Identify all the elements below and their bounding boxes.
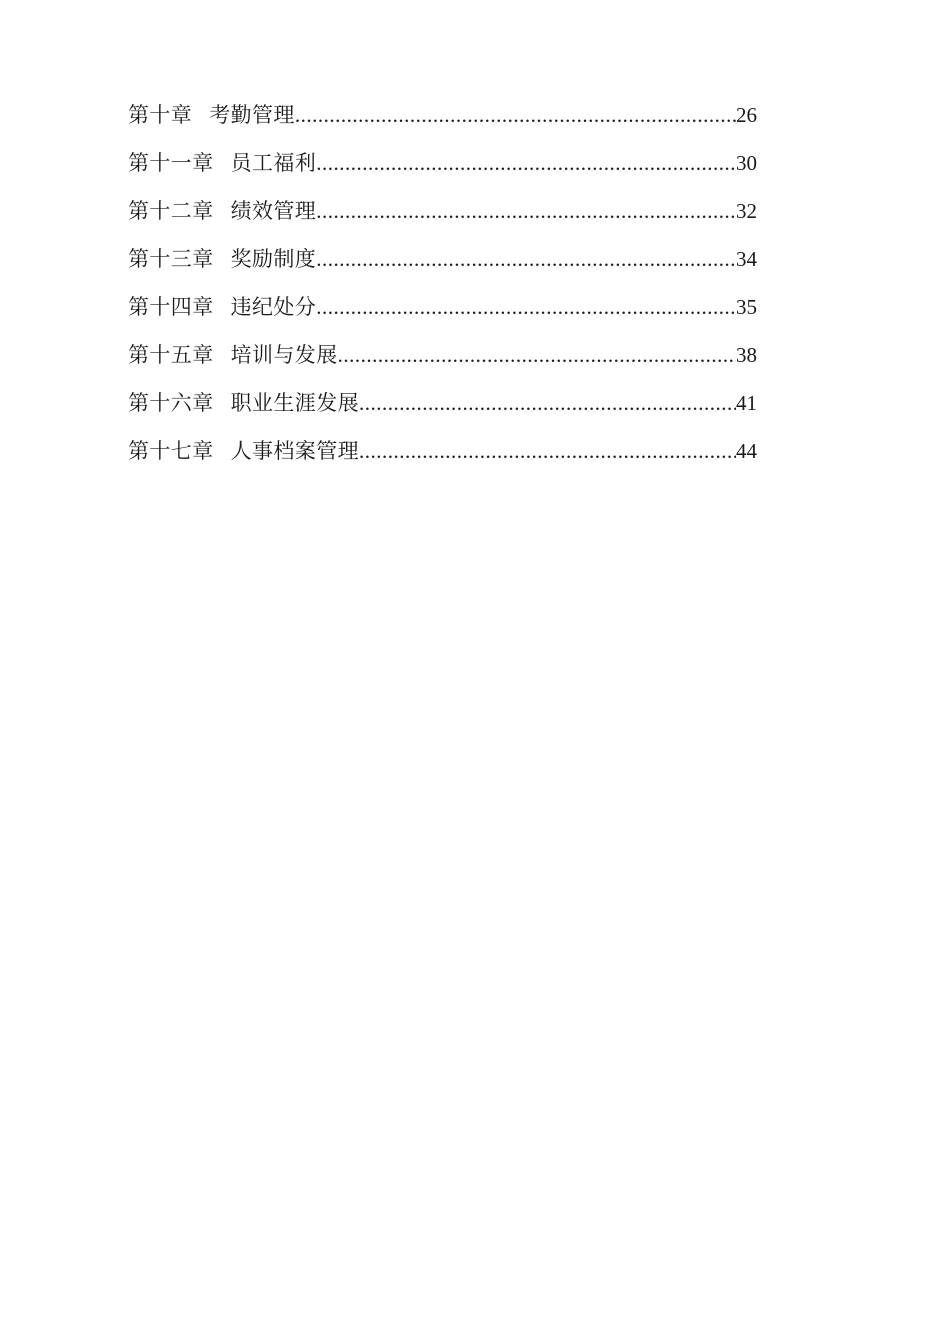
toc-page-number: 32 [736,199,757,223]
toc-entry-title: 职业生涯发展 [230,391,360,415]
toc-dot-leader [316,197,736,225]
toc-page-number: 30 [736,151,757,175]
toc-entry[interactable] [128,245,757,273]
toc-entry[interactable] [128,341,757,369]
toc-dot-leader [316,293,736,321]
toc-entry[interactable] [128,149,757,177]
toc-chapter-label: 第十六章 [128,391,214,415]
toc-entry[interactable] [128,101,757,129]
toc-chapter-label: 第十四章 [128,295,214,319]
toc-chapter-label: 第十章 [128,103,193,127]
table-of-contents [128,101,757,465]
toc-page-number: 44 [736,439,757,463]
toc-entry-title: 员工福利 [230,151,317,175]
toc-entry-title: 考勤管理 [209,103,295,127]
toc-page-number: 26 [736,103,757,127]
toc-chapter-label: 第十七章 [128,439,214,463]
toc-entry-title: 奖励制度 [230,247,317,271]
toc-dot-leader [338,341,736,369]
toc-entry[interactable] [128,437,757,465]
toc-dot-leader [316,245,736,273]
toc-page-number: 41 [736,391,757,415]
toc-chapter-label: 第十五章 [128,343,214,367]
toc-page-number: 34 [736,247,757,271]
toc-entry-title: 培训与发展 [230,343,338,367]
toc-entry[interactable] [128,389,757,417]
toc-entry-title: 违纪处分 [230,295,317,319]
toc-page-number: 38 [736,343,757,367]
toc-dot-leader [359,437,736,465]
toc-dot-leader [295,101,736,129]
toc-chapter-label: 第十一章 [128,151,214,175]
toc-dot-leader [316,149,736,177]
toc-entry[interactable] [128,197,757,225]
toc-chapter-label: 第十二章 [128,199,214,223]
toc-entry-title: 绩效管理 [230,199,317,223]
toc-chapter-label: 第十三章 [128,247,214,271]
toc-entry-title: 人事档案管理 [230,439,360,463]
toc-dot-leader [359,389,736,417]
toc-entry[interactable] [128,293,757,321]
toc-page-number: 35 [736,295,757,319]
